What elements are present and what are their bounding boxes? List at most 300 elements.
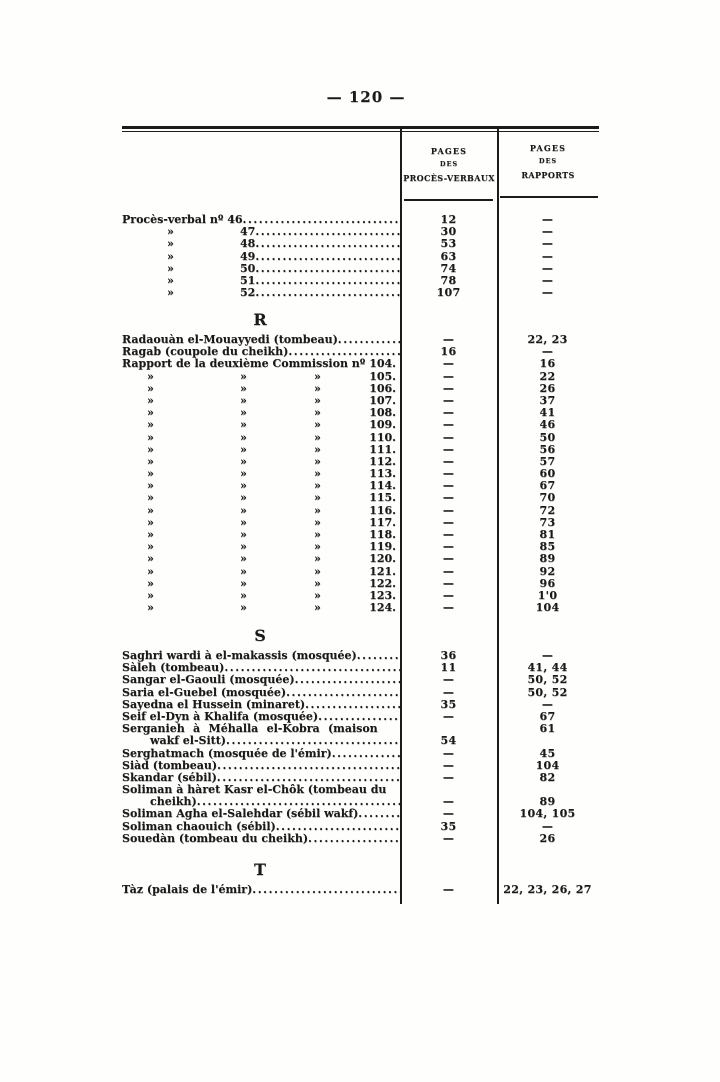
ditto-mark: » (314, 541, 321, 554)
ditto-mark: » (240, 589, 247, 602)
entry (122, 674, 400, 686)
rap-page-value: — (541, 649, 554, 662)
pv-page-value: — (442, 685, 455, 699)
entry (122, 419, 400, 431)
ditto-mark: » (147, 589, 154, 602)
ditto-mark: » (147, 382, 154, 395)
dot-leader (255, 238, 400, 250)
ditto-mark: » (147, 602, 154, 615)
pv-page-value: 107 (436, 286, 461, 300)
index-row (122, 468, 598, 480)
entry (122, 711, 400, 723)
index-row (122, 884, 598, 896)
rap-page-value: 89 (539, 795, 556, 809)
ditto-mark: » (314, 382, 321, 395)
entry (122, 492, 400, 504)
entry-label: Sàleh (tombeau) (122, 662, 225, 675)
entry (122, 833, 400, 845)
pv-page-value: — (442, 540, 455, 554)
entry-number: 48 (240, 238, 256, 251)
dot-leader (255, 251, 400, 263)
section-proces-verbaux (122, 214, 598, 299)
section-s (122, 624, 598, 845)
entry-label: Soliman chaouich (sébil) (122, 820, 276, 833)
entry (122, 468, 400, 480)
index-row (122, 480, 598, 492)
rap-page-value: 73 (539, 515, 556, 529)
ditto-mark: » (147, 541, 154, 554)
rap-page-value: — (541, 213, 554, 226)
ditto-mark: » (240, 577, 247, 590)
header-line: PAGES (529, 143, 567, 153)
ditto-mark: » (147, 443, 154, 456)
pv-page-value: — (442, 479, 455, 493)
rap-page-value: 41 (539, 406, 556, 420)
section-heading-s: S (254, 626, 268, 645)
pv-page-value: — (442, 709, 455, 723)
index-row (122, 735, 598, 747)
header-line: RAPPORTS (521, 169, 575, 180)
ditto-mark: » (314, 565, 321, 578)
index-row (122, 505, 598, 517)
ditto-mark: » (240, 602, 247, 615)
entry-label: Serganieh à Méhalla el-Kobra (maison (122, 723, 378, 736)
index-row (122, 371, 598, 383)
entry-number: 120. (369, 553, 396, 566)
index-row (122, 553, 598, 565)
ditto-mark: » (240, 394, 247, 407)
index-row (122, 808, 598, 820)
pv-page-value: — (442, 503, 455, 517)
entry-number: 112. (369, 455, 396, 468)
rap-header-underline (500, 196, 598, 198)
entry-label: Saghri wardi à el-makassis (mosquée) (122, 650, 357, 662)
rap-page-value: 60 (539, 467, 556, 481)
ditto-mark: » (147, 370, 154, 383)
dot-leader (358, 808, 400, 820)
rap-page-value: 46 (539, 418, 556, 432)
pv-page-value: — (442, 430, 455, 444)
ditto-mark: » (314, 455, 321, 468)
rap-page-value: 72 (539, 503, 556, 517)
ditto-mark: » (147, 480, 154, 493)
ditto-mark: » (167, 226, 174, 239)
ditto-mark: » (240, 492, 247, 505)
entry-number: 110. (369, 431, 396, 444)
dot-leader (224, 662, 400, 674)
ditto-mark: » (314, 468, 321, 481)
column-header-rapports (498, 144, 598, 179)
entry-label: Rapport de la deuxième Commission nº (122, 358, 366, 371)
entry (122, 275, 400, 287)
pv-page-value: 12 (440, 213, 457, 226)
ditto-mark: » (314, 553, 321, 566)
ditto-mark: » (147, 419, 154, 432)
index-row (122, 251, 598, 263)
index-row (122, 590, 598, 602)
entry (122, 687, 400, 699)
entry (122, 566, 400, 578)
entry-number: 51 (240, 274, 256, 287)
table-top-rule-thick (122, 126, 599, 129)
ditto-mark: » (167, 287, 174, 300)
rap-page-value: 45 (539, 746, 556, 760)
entry (122, 214, 400, 226)
section-heading-r: R (253, 310, 269, 329)
entry-number: 104. (369, 358, 396, 371)
rap-page-value: 1'0 (537, 588, 558, 602)
pv-page-value: 53 (440, 237, 457, 251)
dot-leader (255, 287, 400, 299)
entry-label: Tàz (palais de l'émir) (122, 884, 253, 896)
entry (122, 371, 400, 383)
ditto-mark: » (240, 553, 247, 566)
rap-page-value: — (541, 286, 554, 300)
ditto-mark: » (147, 529, 154, 541)
rap-page-value: — (541, 225, 554, 239)
entry-number: 111. (369, 443, 396, 456)
index-row (122, 444, 598, 456)
index-row (122, 529, 598, 541)
pv-page-value: — (442, 418, 455, 432)
rap-page-value: 22 (539, 369, 556, 383)
pv-page-value: 30 (440, 225, 457, 239)
rap-page-value: 82 (539, 770, 556, 784)
ditto-mark: » (314, 370, 321, 383)
pv-page-value: 35 (440, 819, 457, 833)
ditto-mark: » (147, 492, 154, 505)
table-top-rule-thin (122, 131, 599, 132)
ditto-mark: » (240, 370, 247, 383)
ditto-mark: » (147, 565, 154, 578)
pv-page-value: 11 (440, 661, 457, 675)
entry (122, 808, 400, 820)
rap-page-value: 37 (539, 393, 556, 407)
entry-continuation: cheikh) (150, 796, 197, 809)
entry-number: 117. (369, 516, 396, 529)
pv-page-value: — (442, 564, 455, 578)
pv-page-value: — (442, 406, 455, 420)
entry (122, 748, 400, 760)
ditto-mark: » (167, 250, 174, 263)
index-row (122, 263, 598, 275)
ditto-mark: » (240, 382, 247, 395)
pv-page-value: 36 (440, 649, 457, 662)
pv-page-value: — (442, 515, 455, 529)
entry-number: 52 (240, 287, 256, 300)
entry-label: Serghatmach (mosquée de l'émir) (122, 747, 332, 760)
rap-page-value (497, 735, 598, 747)
index-row (122, 578, 598, 590)
ditto-mark: » (314, 480, 321, 493)
entry-label: Soliman à hàret Kasr el-Chôk (tombeau du (122, 784, 387, 797)
pv-page-value: — (442, 454, 455, 468)
ditto-mark: » (147, 504, 154, 517)
index-row (122, 833, 598, 845)
pv-page-value: — (442, 381, 455, 395)
index-row (122, 238, 598, 250)
index-row (122, 275, 598, 287)
index-row (122, 711, 598, 723)
entry (122, 346, 400, 358)
entry-label: Procès-verbal nº 46 (122, 214, 243, 226)
entry-number: 107. (369, 394, 396, 407)
index-row (122, 723, 598, 735)
rap-page-value: 61 (539, 722, 556, 736)
dot-leader (295, 674, 400, 686)
dot-leader (255, 263, 400, 275)
entry-number: 108. (369, 407, 396, 420)
entry (122, 699, 400, 711)
page-number: — 120 — (326, 88, 406, 106)
index-row (122, 492, 598, 504)
rap-page-value: — (541, 273, 554, 287)
ditto-mark: » (147, 468, 154, 481)
ditto-mark: » (147, 431, 154, 444)
ditto-mark: » (240, 565, 247, 578)
pv-page-value: — (442, 369, 455, 383)
pv-page-value: 63 (440, 249, 457, 263)
entry (122, 884, 400, 896)
rap-page-value: 89 (539, 552, 556, 566)
ditto-mark: » (147, 455, 154, 468)
entry-label: Sangar el-Gaouli (mosquée) (122, 674, 295, 687)
index-row (122, 287, 598, 299)
dot-leader (255, 226, 400, 238)
entry-label: Siàd (tombeau) (122, 759, 218, 772)
rap-page-value: 104, 105 (519, 807, 576, 821)
entry-number: 124. (369, 602, 396, 615)
entry (122, 772, 400, 784)
index-row (122, 760, 598, 772)
ditto-mark: » (167, 262, 174, 275)
dot-leader (255, 275, 400, 287)
pv-page-value: — (442, 746, 455, 760)
entry-number: 113. (369, 468, 396, 481)
entry-number: 123. (369, 589, 396, 602)
entry (122, 407, 400, 419)
ditto-mark: » (314, 516, 321, 529)
entry-number: 116. (369, 504, 396, 517)
entry (122, 358, 400, 370)
entry (122, 529, 400, 541)
entry-label: Sayedna el Hussein (minaret) (122, 698, 306, 711)
pv-page-value: 54 (440, 734, 457, 748)
entry (122, 263, 400, 275)
pv-page-value: 35 (440, 697, 457, 711)
entry (122, 602, 400, 614)
ditto-mark: » (240, 419, 247, 432)
index-row (122, 226, 598, 238)
entry-number: 50 (240, 262, 256, 275)
column-header-proces-verbaux (401, 147, 497, 182)
entry-number: 49 (240, 250, 256, 263)
index-row (122, 456, 598, 468)
header-line: DES (439, 160, 459, 168)
entry (122, 590, 400, 602)
ditto-mark: » (314, 431, 321, 444)
header-line: PAGES (430, 146, 468, 156)
pv-page-value: — (442, 795, 455, 809)
ditto-mark: » (147, 394, 154, 407)
pv-page-value: — (442, 333, 455, 346)
index-row (122, 821, 598, 833)
rap-page-value: 67 (539, 479, 556, 493)
entry-label: Saria el-Guebel (mosquée) (122, 686, 287, 699)
entry (122, 650, 400, 662)
pv-page-value: — (442, 357, 455, 371)
rap-page-value: 104 (535, 758, 560, 772)
dot-leader (286, 687, 400, 699)
pv-page-value: 16 (440, 345, 457, 359)
section-heading-t: T (254, 860, 268, 879)
dot-leader (197, 796, 400, 808)
ditto-mark: » (240, 468, 247, 481)
rap-page-value: — (541, 237, 554, 251)
rap-page-value: 50, 52 (527, 673, 568, 687)
ditto-mark: » (314, 602, 321, 615)
entry (122, 287, 400, 299)
dot-leader (226, 735, 400, 747)
header-line: PROCÈS-VERBAUX (403, 172, 495, 183)
entry (122, 334, 400, 346)
rap-page-value: 26 (539, 831, 556, 845)
entry (122, 238, 400, 250)
index-row (122, 419, 598, 431)
entry-label: Seif el-Dyn à Khalifa (mosquée) (122, 710, 319, 723)
ditto-mark: » (147, 577, 154, 590)
pv-page-value: 74 (440, 261, 457, 275)
index-row (122, 383, 598, 395)
ditto-mark: » (240, 431, 247, 444)
pv-page-value: — (442, 758, 455, 772)
index-row (122, 517, 598, 529)
pv-page-value: 78 (440, 273, 457, 287)
entry (122, 784, 400, 796)
header-line: DES (538, 157, 558, 165)
entry (122, 383, 400, 395)
pv-page-value: — (442, 491, 455, 505)
entry (122, 395, 400, 407)
entry-number: 109. (369, 419, 396, 432)
rap-page-value: 50 (539, 430, 556, 444)
rap-page-value: — (541, 345, 554, 359)
entry-label: Ragab (coupole du cheikh) (122, 346, 289, 359)
pv-page-value: — (442, 467, 455, 481)
entry (122, 517, 400, 529)
ditto-mark: » (314, 577, 321, 590)
ditto-mark: » (240, 443, 247, 456)
section-r (122, 308, 598, 614)
rap-page-value: — (541, 819, 554, 833)
index-row (122, 358, 598, 370)
pv-header-underline (404, 199, 493, 201)
entry-number: 121. (369, 565, 396, 578)
index-row (122, 748, 598, 760)
index-row (122, 395, 598, 407)
ditto-mark: » (314, 492, 321, 505)
index-row (122, 699, 598, 711)
index-row (122, 334, 598, 346)
pv-page-value: — (442, 552, 455, 566)
dot-leader (288, 346, 400, 358)
section-t (122, 858, 598, 896)
entry (122, 723, 400, 735)
dot-leader (243, 214, 400, 226)
pv-page-value: — (442, 442, 455, 456)
dot-leader (308, 833, 400, 845)
index-row (122, 772, 598, 784)
dot-leader (305, 699, 400, 711)
entry-number: 47 (240, 226, 256, 239)
pv-page-value: — (442, 831, 455, 845)
ditto-mark: » (314, 529, 321, 541)
pv-page-value: — (442, 588, 455, 602)
rap-page-value: 70 (539, 491, 556, 505)
entry-number: 122. (369, 577, 396, 590)
pv-page-value: — (442, 807, 455, 821)
ditto-mark: » (314, 443, 321, 456)
rap-page-value: 56 (539, 442, 556, 456)
rap-page-value: 50, 52 (527, 685, 568, 699)
pv-page-value: — (442, 601, 455, 615)
entry-label: Skandar (sébil) (122, 771, 217, 784)
entry (122, 444, 400, 456)
ditto-mark: » (240, 407, 247, 420)
entry (122, 505, 400, 517)
entry (122, 760, 400, 772)
ditto-mark: » (314, 407, 321, 420)
ditto-mark: » (147, 553, 154, 566)
entry (122, 821, 400, 833)
entry (122, 432, 400, 444)
dot-leader (217, 760, 400, 772)
index-row (122, 602, 598, 614)
dot-leader (217, 772, 400, 784)
entry-label: Radaouàn el-Mouayyedi (tombeau) (122, 334, 338, 346)
rap-page-value: — (541, 249, 554, 263)
entry-continuation: wakf el-Sitt) (150, 735, 227, 748)
rap-page-value: 16 (539, 357, 556, 371)
index-row (122, 432, 598, 444)
rap-page-value: 85 (539, 540, 556, 554)
entry-number: 114. (369, 480, 396, 493)
entry-number: 118. (369, 529, 396, 541)
entry (122, 541, 400, 553)
index-row (122, 407, 598, 419)
index-row (122, 346, 598, 358)
ditto-mark: » (240, 516, 247, 529)
ditto-mark: » (314, 589, 321, 602)
index-row (122, 687, 598, 699)
ditto-mark: » (240, 541, 247, 554)
entry (122, 578, 400, 590)
entry-number: 105. (369, 370, 396, 383)
entry (122, 662, 400, 674)
rap-page-value: 22, 23, 26, 27 (503, 883, 592, 896)
rap-page-value: 104 (535, 601, 560, 615)
index-row (122, 566, 598, 578)
pv-page-value: — (442, 770, 455, 784)
pv-page-value: — (442, 528, 455, 541)
index-row (122, 784, 598, 796)
ditto-mark: » (240, 529, 247, 541)
pv-page-value: — (442, 673, 455, 687)
entry-number: 115. (369, 492, 396, 505)
ditto-mark: » (147, 516, 154, 529)
dot-leader (318, 711, 400, 723)
entry-number: 106. (369, 382, 396, 395)
